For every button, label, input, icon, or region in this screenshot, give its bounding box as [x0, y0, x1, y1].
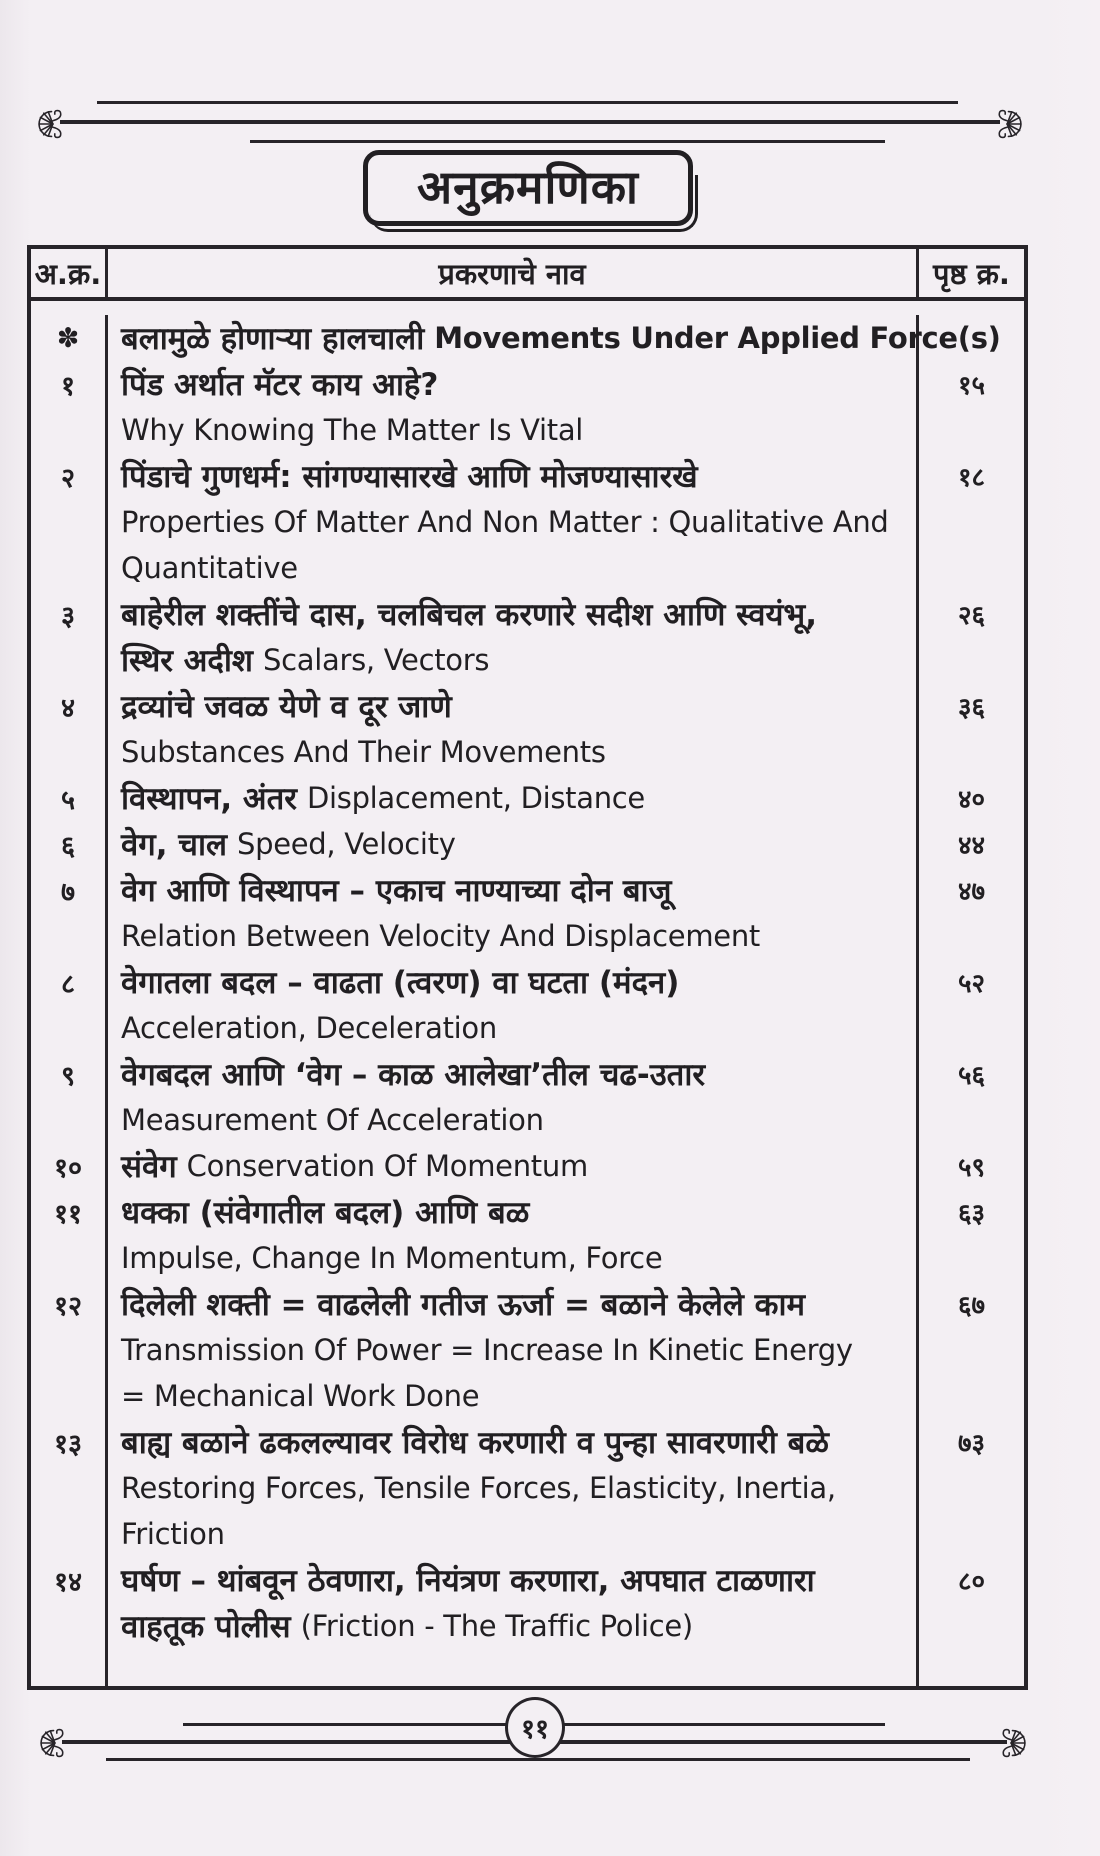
sr-no-cell — [31, 1097, 108, 1143]
chapter-title-english: Transmission Of Power = Increase In Kinetic Energy — [121, 1333, 853, 1367]
page-no-cell — [919, 1235, 1024, 1281]
sr-no-cell: ✽ — [31, 315, 108, 361]
page-no-cell — [919, 913, 1024, 959]
page-no-cell: ६७ — [957, 1291, 986, 1321]
 — [919, 1649, 1024, 1686]
sr-no-cell — [31, 499, 108, 545]
chapter-title-marathi: वेग आणि विस्थापन – एकाच नाण्याच्या दोन बाजू — [121, 873, 672, 909]
chapter-title-marathi: संवेग — [121, 1149, 177, 1185]
floral-palmette-right-icon — [998, 1720, 1040, 1766]
table-row — [31, 1189, 1024, 1235]
sr-no-cell: १३ — [31, 1419, 108, 1465]
chapter-title-cell — [108, 315, 1001, 361]
chapter-title-marathi: वेग, चाल — [121, 827, 227, 863]
chapter-title-cell — [108, 637, 919, 683]
page-no-cell: ६३ — [957, 1199, 986, 1229]
chapter-title-cell — [108, 1373, 919, 1419]
table-row — [31, 637, 1024, 683]
rule-line — [60, 120, 1000, 124]
page-no-cell: ४७ — [957, 877, 986, 907]
sr-no-cell: ४ — [31, 683, 108, 729]
table-row — [31, 1281, 1024, 1327]
page-no-cell — [919, 637, 1024, 683]
sr-no-cell — [31, 1373, 108, 1419]
chapter-title-cell — [108, 591, 919, 637]
sr-no-cell: ३ — [31, 591, 108, 637]
page-no-cell: ४० — [957, 785, 986, 815]
chapter-title-cell — [108, 1281, 919, 1327]
sr-no-cell: ९ — [31, 1051, 108, 1097]
table-row — [31, 1419, 1024, 1465]
chapter-title-english: Impulse, Change In Momentum, Force — [121, 1241, 663, 1275]
page-no-cell: १५ — [957, 371, 986, 401]
page-no-cell: ४४ — [957, 831, 986, 861]
footer-page-number: ११ — [520, 1714, 550, 1745]
page-no-cell — [919, 1097, 1024, 1143]
page-no-cell — [919, 545, 1024, 591]
page-no-cell: १८ — [957, 463, 986, 493]
table-row — [31, 959, 1024, 1005]
chapter-title-cell — [108, 499, 919, 545]
chapter-title-marathi: स्थिर अदीश — [121, 643, 254, 679]
table-row — [31, 1235, 1024, 1281]
chapter-title-cell — [108, 453, 919, 499]
table-row — [31, 913, 1024, 959]
page-no-cell — [919, 1373, 1024, 1419]
chapter-title-cell — [108, 959, 919, 1005]
chapter-title-english: Properties Of Matter And Non Matter : Qualitative And — [121, 505, 889, 539]
header-chapter-name: प्रकरणाचे नाव — [108, 249, 919, 297]
sr-no-cell — [31, 407, 108, 453]
chapter-title-marathi: बाहेरील शक्तींचे दास, चलबिचल करणारे सदीश आणि स्वयंभू, — [121, 597, 818, 633]
table-row — [31, 1051, 1024, 1097]
table-row — [31, 1143, 1024, 1189]
table-row — [31, 1465, 1024, 1511]
page-number-oval — [505, 1697, 565, 1758]
chapter-title-cell — [108, 1143, 919, 1189]
page-no-cell: ३६ — [957, 693, 986, 723]
chapter-title-marathi: वाहतूक पोलीस — [121, 1609, 291, 1645]
chapter-title-english: Movements Under Applied Force(s) — [434, 321, 1001, 355]
chapter-title-english: = Mechanical Work Done — [121, 1379, 480, 1413]
chapter-title-marathi: द्रव्यांचे जवळ येणे व दूर जाणे — [121, 689, 452, 725]
page-no-cell — [919, 1603, 1024, 1649]
table-row — [31, 683, 1024, 729]
table-row — [31, 1557, 1024, 1603]
chapter-title-marathi: विस्थापन, अंतर — [121, 781, 297, 817]
table-row — [31, 821, 1024, 867]
sr-no-cell — [31, 1465, 108, 1511]
page-no-cell — [919, 407, 1024, 453]
page-no-cell: ५६ — [957, 1061, 986, 1091]
table-row — [31, 453, 1024, 499]
sr-no-cell — [31, 1511, 108, 1557]
table-row — [31, 591, 1024, 637]
chapter-title-english: Speed, Velocity — [237, 827, 456, 861]
page-no-cell — [919, 1465, 1024, 1511]
chapter-title-cell — [108, 1327, 919, 1373]
sr-no-cell: १० — [31, 1143, 108, 1189]
chapter-title-english: Displacement, Distance — [306, 781, 645, 815]
page-no-cell — [919, 1005, 1024, 1051]
table-row — [31, 1603, 1024, 1649]
floral-palmette-left-icon — [24, 101, 66, 147]
sr-no-cell — [31, 637, 108, 683]
toc-title-box — [363, 150, 693, 226]
table-row — [31, 1373, 1024, 1419]
floral-palmette-left-icon — [26, 1720, 68, 1766]
table-row — [31, 1005, 1024, 1051]
sr-no-cell: ८ — [31, 959, 108, 1005]
sr-no-cell — [31, 729, 108, 775]
header-sr-no: अ.क्र. — [31, 249, 108, 297]
chapter-title-cell — [108, 1005, 919, 1051]
chapter-title-english: Why Knowing The Matter Is Vital — [121, 413, 584, 447]
table-row — [31, 775, 1024, 821]
sr-no-cell: २ — [31, 453, 108, 499]
sr-no-cell: १४ — [31, 1557, 108, 1603]
table-row — [31, 499, 1024, 545]
sr-no-cell — [31, 545, 108, 591]
 — [31, 1649, 108, 1686]
sr-no-cell — [31, 913, 108, 959]
chapter-title-english: Scalars, Vectors — [263, 643, 490, 677]
page-no-cell — [919, 729, 1024, 775]
page-no-cell: ५२ — [957, 969, 986, 999]
page-no-cell: ८० — [957, 1567, 986, 1597]
chapter-title-marathi: बाह्य बळाने ढकलल्यावर विरोध करणारी व पुन्हा सावरणारी बळे — [121, 1425, 829, 1461]
sr-no-cell — [31, 1005, 108, 1051]
chapter-title-cell — [108, 821, 919, 867]
sr-no-cell: ११ — [31, 1189, 108, 1235]
page-no-cell: २६ — [957, 601, 986, 631]
table-row — [31, 315, 1024, 361]
sr-no-cell — [31, 1603, 108, 1649]
header-page-no: पृष्ठ क्र. — [933, 256, 1010, 291]
toc-table-header — [31, 249, 1024, 301]
page-no-cell — [919, 499, 1024, 545]
chapter-title-english: Acceleration, Deceleration — [121, 1011, 497, 1045]
chapter-title-marathi: वेगातला बदल – वाढता (त्वरण) वा घटता (मंदन) — [121, 965, 680, 1001]
table-row — [31, 867, 1024, 913]
chapter-title-english: Quantitative — [121, 551, 298, 585]
chapter-title-marathi: वेगबदल आणि ‘वेग – काळ आलेखा’तील चढ-उतार — [121, 1057, 706, 1093]
chapter-title-cell — [108, 407, 919, 453]
page-no-cell — [919, 315, 1024, 361]
chapter-title-cell — [108, 729, 919, 775]
page-no-cell — [919, 1327, 1024, 1373]
chapter-title-cell — [108, 1189, 919, 1235]
sr-no-cell: ६ — [31, 821, 108, 867]
chapter-title-cell — [108, 1051, 919, 1097]
chapter-title-cell — [108, 775, 919, 821]
chapter-title-cell — [108, 1511, 919, 1557]
chapter-title-english: Relation Between Velocity And Displacement — [121, 919, 760, 953]
chapter-title-marathi: दिलेली शक्ती = वाढलेली गतीज ऊर्जा = बळाने केलेले काम — [121, 1287, 806, 1323]
chapter-title-cell — [108, 1097, 919, 1143]
table-row-filler — [31, 1649, 1024, 1686]
chapter-title-english: Measurement Of Acceleration — [121, 1103, 544, 1137]
sr-no-cell: ७ — [31, 867, 108, 913]
toc-table-body — [31, 305, 1024, 1686]
page-title: अनुक्रमणिका — [417, 160, 639, 214]
table-row — [31, 1097, 1024, 1143]
 — [108, 1649, 919, 1686]
table-row — [31, 729, 1024, 775]
table-row — [31, 1327, 1024, 1373]
page-no-cell — [919, 1511, 1024, 1557]
sr-no-cell — [31, 1235, 108, 1281]
rule-line — [250, 140, 885, 143]
rule-line — [97, 101, 958, 104]
chapter-title-marathi: बलामुळे होणाऱ्या हालचाली — [121, 321, 425, 357]
chapter-title-marathi: धक्का (संवेगातील बदल) आणि बळ — [121, 1195, 530, 1231]
table-row — [31, 361, 1024, 407]
chapter-title-english: Conservation Of Momentum — [186, 1149, 588, 1183]
sr-no-cell: १२ — [31, 1281, 108, 1327]
chapter-title-cell — [108, 1557, 919, 1603]
chapter-title-marathi: घर्षण – थांबवून ठेवणारा, नियंत्रण करणारा, अपघात टाळणारा — [121, 1563, 815, 1599]
sr-no-cell: १ — [31, 361, 108, 407]
chapter-title-cell — [108, 1465, 919, 1511]
chapter-title-english: (Friction - The Traffic Police) — [300, 1609, 693, 1643]
floral-palmette-right-icon — [994, 101, 1036, 147]
chapter-title-english: Restoring Forces, Tensile Forces, Elasticity, Inertia, — [121, 1471, 836, 1505]
chapter-title-cell — [108, 913, 919, 959]
sr-no-cell — [31, 1327, 108, 1373]
toc-table — [27, 245, 1028, 1690]
chapter-title-cell — [108, 545, 919, 591]
table-row — [31, 1511, 1024, 1557]
table-row — [31, 545, 1024, 591]
rule-line — [106, 1758, 970, 1761]
chapter-title-english: Friction — [121, 1517, 225, 1551]
chapter-title-marathi: पिंडाचे गुणधर्म: सांगण्यासारखे आणि मोजण्यासारखे — [121, 459, 698, 495]
chapter-title-cell — [108, 867, 919, 913]
sr-no-cell: ५ — [31, 775, 108, 821]
chapter-title-cell — [108, 683, 919, 729]
page-no-cell: ७३ — [957, 1429, 986, 1459]
table-row — [31, 407, 1024, 453]
chapter-title-english: Substances And Their Movements — [121, 735, 606, 769]
chapter-title-cell — [108, 361, 919, 407]
chapter-title-cell — [108, 1603, 919, 1649]
chapter-title-cell — [108, 1419, 919, 1465]
page-no-cell: ५९ — [957, 1153, 986, 1183]
chapter-title-cell — [108, 1235, 919, 1281]
chapter-title-marathi: पिंड अर्थात मॅटर काय आहे? — [121, 367, 439, 403]
